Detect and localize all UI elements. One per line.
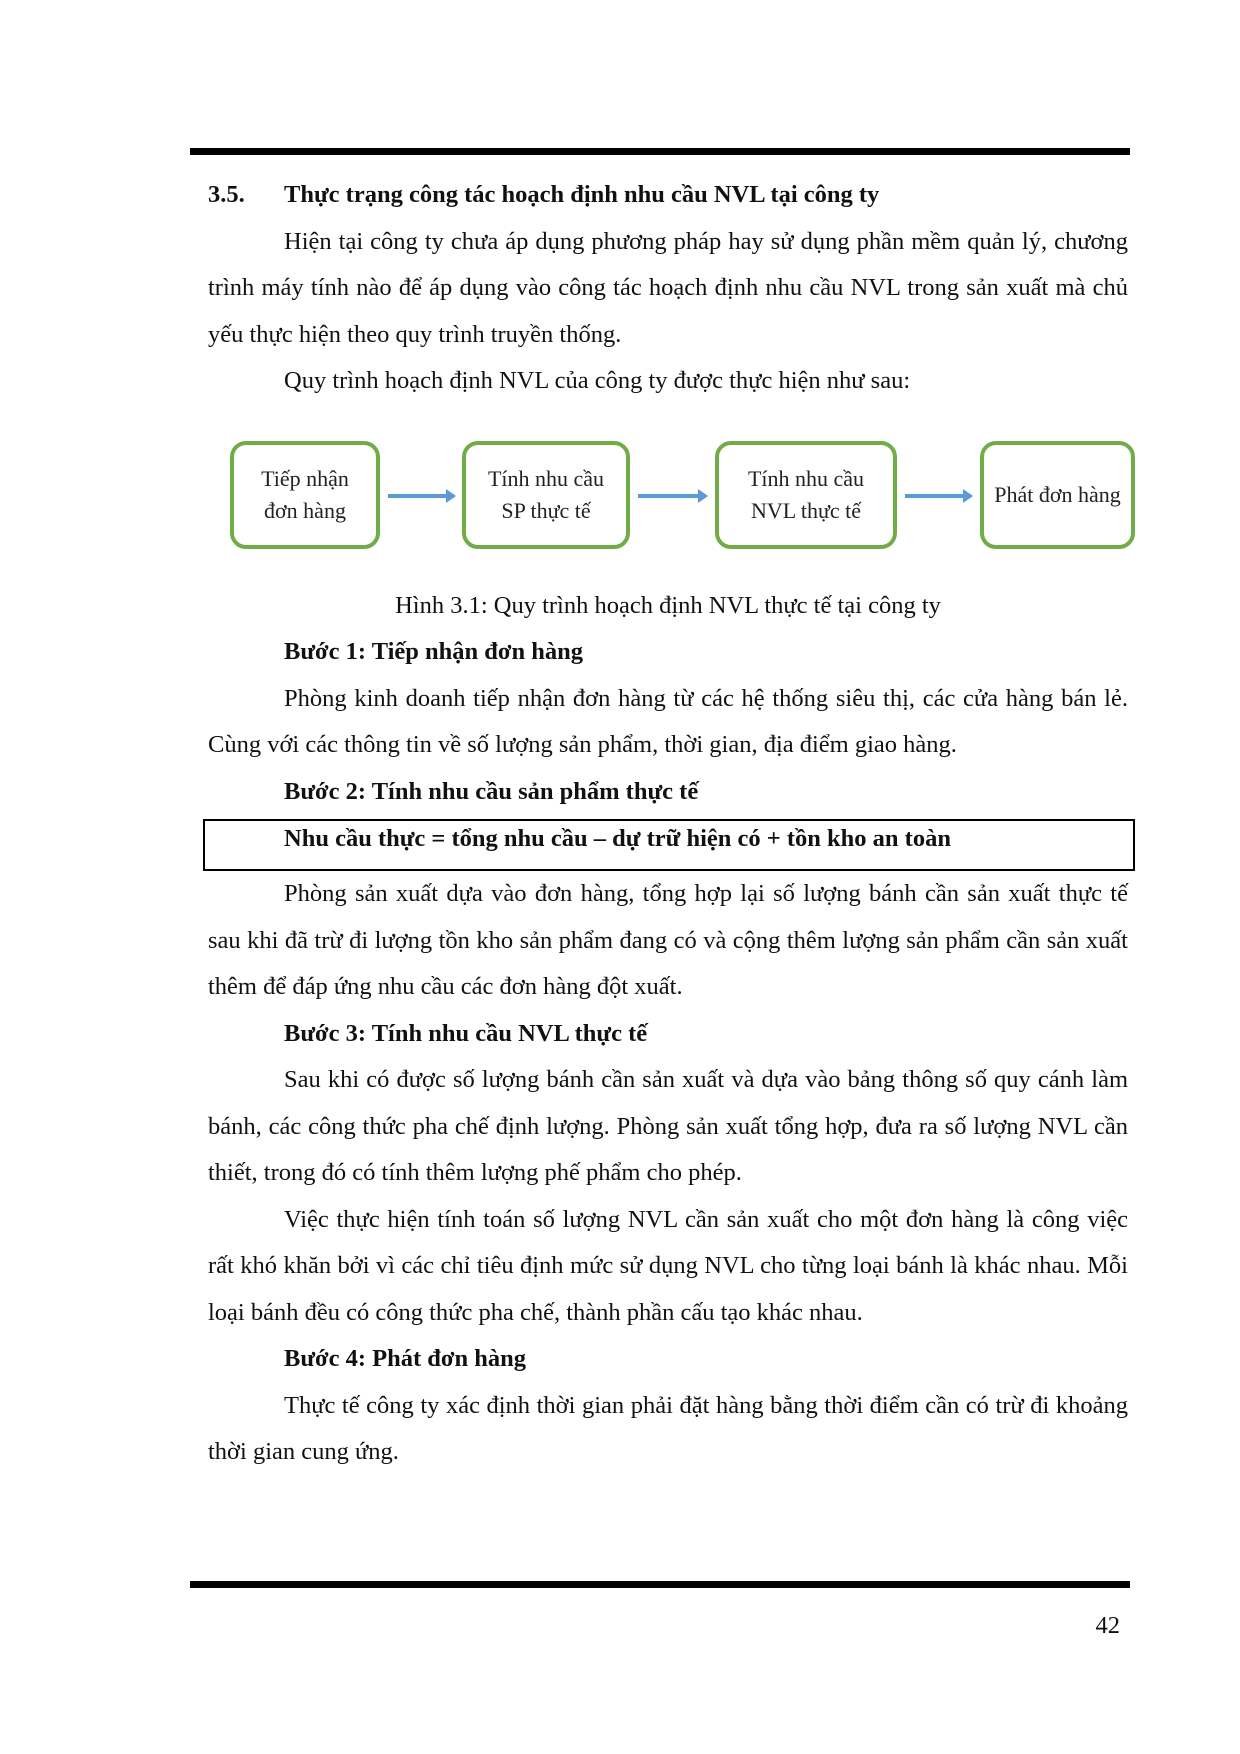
- flow-box-receive-order: Tiếp nhận đơn hàng: [230, 441, 380, 549]
- flow-arrow-right-icon: [638, 494, 706, 498]
- flow-arrow-right-icon: [905, 494, 971, 498]
- flow-box-product-demand: Tính nhu cầu SP thực tế: [462, 441, 630, 549]
- step-4-title: Bước 4: Phát đơn hàng: [284, 1345, 526, 1372]
- section-number: 3.5.: [208, 181, 245, 208]
- intro-paragraph-1: Hiện tại công ty chưa áp dụng phương pháp hay sử dụng phần mềm quản lý, chương trình máy tính nào để áp dụng vào công tác hoạch định nhu cầu NVL trong sản xuất mà chủ yếu thực hiện theo quy trình truyền thống.: [208, 227, 1128, 348]
- flow-arrow-right-icon: [388, 494, 454, 498]
- step-2-title: Bước 2: Tính nhu cầu sản phẩm thực tế: [284, 777, 699, 805]
- step-3-text-1: Sau khi có được số lượng bánh cần sản xuất và dựa vào bảng thông số quy cánh làm bánh, các công thức pha chế định lượng. Phòng sản xuất tổng hợp, đưa ra số lượng NVL cần thiết, trong đó có tính thêm lượng phế phẩm cho phép.: [208, 1066, 1128, 1186]
- step-1-title: Bước 1: Tiếp nhận đơn hàng: [284, 638, 583, 665]
- step-3-text-2: Việc thực hiện tính toán số lượng NVL cần sản xuất cho một đơn hàng là công việc rất khó khăn bởi vì các chỉ tiêu định mức sử dụng NVL cho từng loại bánh là khác nhau. Mỗi loại bánh đều có công thức pha chế, thành phần cấu tạo khác nhau.: [208, 1205, 1128, 1326]
- flow-box-issue-order: Phát đơn hàng: [980, 441, 1135, 549]
- flow-box-material-demand: Tính nhu cầu NVL thực tế: [715, 441, 897, 549]
- header-rule: [190, 148, 1130, 155]
- process-flowchart: [208, 441, 1128, 561]
- section-heading: [208, 172, 1128, 219]
- footer-rule: [190, 1581, 1130, 1588]
- figure-caption: Hình 3.1: Quy trình hoạch định NVL thực tế tại công ty: [395, 591, 941, 619]
- step-3-title: Bước 3: Tính nhu cầu NVL thực tế: [284, 1019, 648, 1047]
- page-content: [208, 172, 1128, 1476]
- page-number: 42: [1095, 1612, 1120, 1639]
- step-4-text: Thực tế công ty xác định thời gian phải đặt hàng bằng thời điểm cần có trừ đi khoảng thời gian cung ứng.: [208, 1391, 1128, 1465]
- section-title: Thực trạng công tác hoạch định nhu cầu NVL tại công ty: [284, 181, 880, 208]
- step-1-text: Phòng kinh doanh tiếp nhận đơn hàng từ các hệ thống siêu thị, các cửa hàng bán lẻ. Cùng với các thông tin về số lượng sản phẩm, thời gian, địa điểm giao hàng.: [208, 684, 1128, 758]
- intro-paragraph-2: Quy trình hoạch định NVL của công ty được thực hiện như sau:: [284, 367, 911, 394]
- demand-formula: Nhu cầu thực = tổng nhu cầu – dự trữ hiện có + tồn kho an toàn: [203, 819, 1135, 871]
- step-2-text: Phòng sản xuất dựa vào đơn hàng, tổng hợp lại số lượng bánh cần sản xuất thực tế sau khi đã trừ đi lượng tồn kho sản phẩm đang có và cộng thêm lượng sản phẩm cần sản xuất thêm để đáp ứng nhu cầu các đơn hàng đột xuất.: [208, 880, 1128, 1000]
